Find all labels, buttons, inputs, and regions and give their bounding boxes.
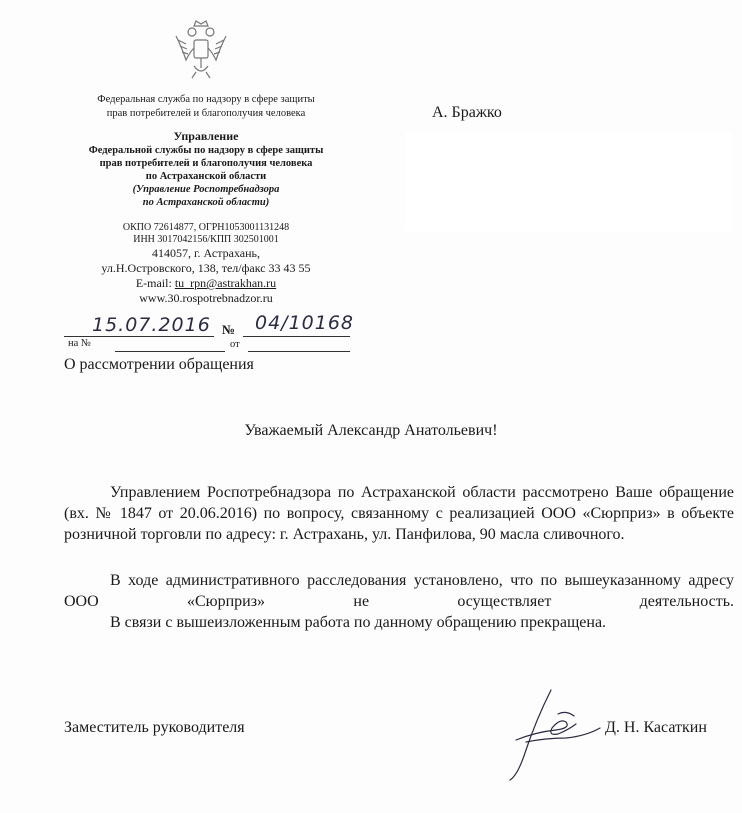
signatory-name: Д. Н. Касаткин: [605, 719, 707, 736]
requisites-block: [64, 222, 348, 306]
address-line: 414057, г. Астрахань,: [151, 246, 261, 260]
number-underline: [243, 336, 350, 337]
handwritten-signature: [496, 680, 606, 790]
greeting: Уважаемый Александр Анатольевич!: [244, 422, 498, 439]
address-line: ул.Н.Островского, 138, тел/факс 33 43 55: [101, 261, 311, 275]
department-block: [64, 129, 348, 209]
body-paragraph: В ходе административного расследования установлено, что по вышеуказанному адресу ООО «Сюрприз» не осуществляет деятельность.: [64, 572, 734, 610]
reference-underline: [115, 351, 225, 352]
letter-subject: О рассмотрении обращения: [64, 356, 254, 373]
department-abbr: по Астраханской области): [142, 197, 270, 208]
date-underline: [64, 336, 214, 337]
number-sign: №: [222, 322, 236, 337]
body-paragraph: В связи с вышеизложенным работа по данному обращению прекращена.: [110, 614, 607, 631]
agency-name-line: прав потребителей и благополучия человека: [106, 108, 306, 119]
agency-name-line: Федеральная служба по надзору в сфере защиты: [97, 94, 315, 105]
department-abbr: (Управление Роспотребнадзора: [132, 184, 280, 195]
okpo-ogrn: ОКПО 72614877, ОГРН1053001131248: [122, 222, 290, 233]
email-line: [64, 276, 348, 291]
coat-of-arms-emblem: [172, 18, 230, 80]
recipient-name: А. Бражко: [432, 104, 502, 121]
registration-date: 15.07.2016: [92, 314, 211, 336]
from-label: от: [230, 339, 240, 350]
website[interactable]: www.30.rospotrebnadzor.ru: [139, 291, 273, 305]
registration-number: 04/10168: [255, 312, 355, 334]
reference-label: на №: [68, 338, 91, 349]
department-line: прав потребителей и благополучия человека: [99, 158, 313, 169]
department-title: Управление: [173, 129, 239, 143]
body-paragraph: Управлением Роспотребнадзора по Астраханской области рассмотрено Ваше обращение (вх. № 1847 от 20.06.2016) по вопросу, связанному с реализацией ООО «Сюрприз» в объекте розничной торговли по адресу: г. Астрахань, ул. Панфилова, 90 масла сливочного.: [64, 484, 734, 543]
email-label: E-mail:: [135, 276, 175, 290]
department-line: Федеральной службы по надзору в сфере защиты: [88, 145, 324, 156]
signatory-position: Заместитель руководителя: [64, 719, 245, 736]
from-underline: [248, 351, 350, 352]
inn-kpp: ИНН 3017042156/КПП 302501001: [133, 234, 279, 245]
department-line: по Астраханской области: [145, 171, 267, 182]
agency-header: [64, 93, 348, 121]
redacted-address: [405, 132, 732, 231]
email-link[interactable]: tu_rpn@astrakhan.ru: [174, 276, 277, 290]
